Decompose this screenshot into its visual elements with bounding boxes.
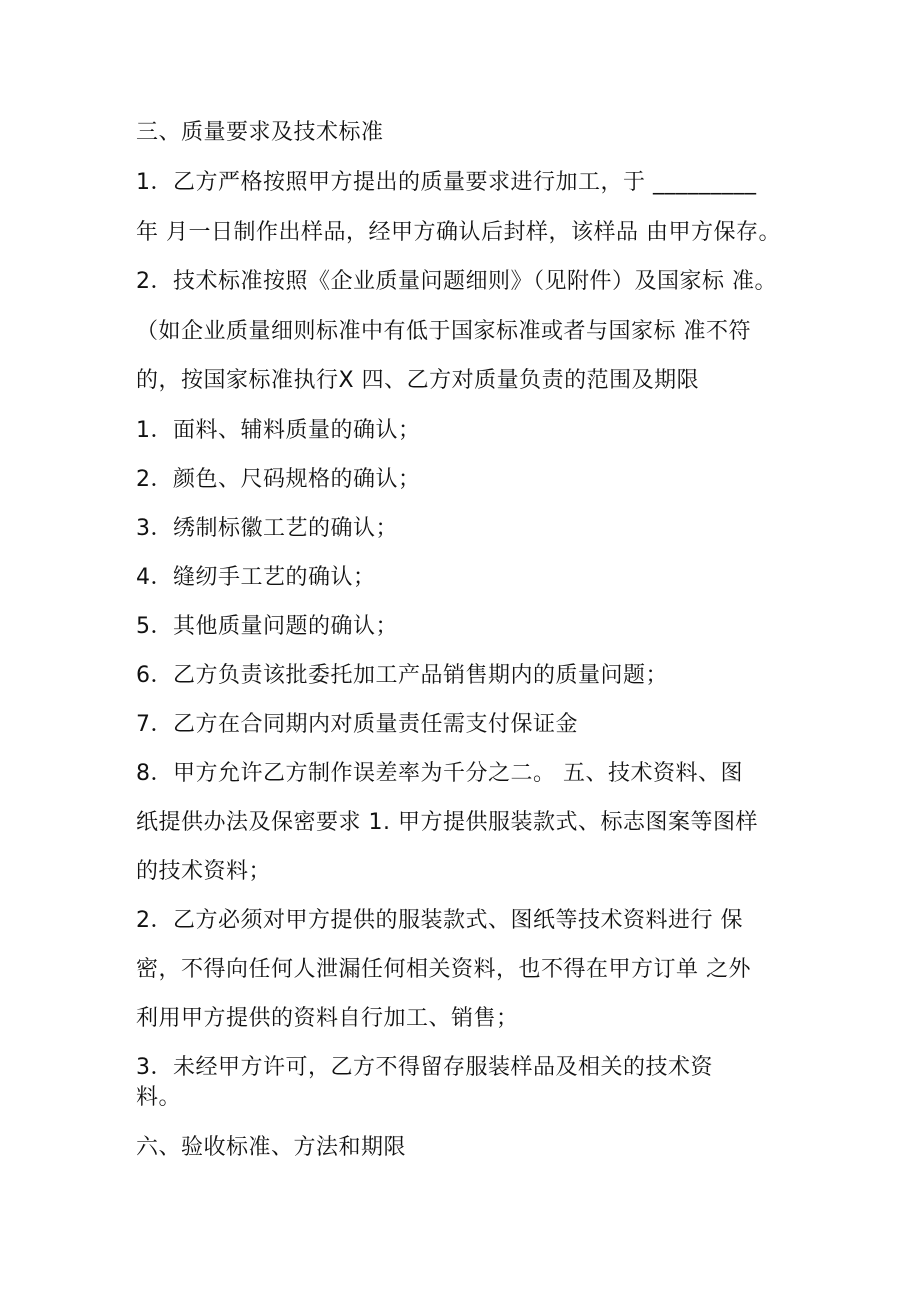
clause-line: 2．颜色、尺码规格的确认； bbox=[136, 467, 421, 492]
clause-line: 7．乙方在合同期内对质量责任需支付保证金 bbox=[136, 712, 578, 737]
clause-line: 3．绣制标徽工艺的确认； bbox=[136, 516, 398, 541]
clause-line: 的，按国家标准执行X 四、乙方对质量负责的范围及期限 bbox=[136, 368, 700, 393]
clause-line: （如企业质量细则标准中有低于国家标准或者与国家标 准不符 bbox=[136, 319, 751, 344]
clause-line: 4．缝纫手工艺的确认； bbox=[136, 565, 376, 590]
clause-line: 年 月一日制作出样品，经甲方确认后封样，该样品 由甲方保存。 bbox=[136, 220, 781, 245]
clause-line: 纸提供办法及保密要求 1. 甲方提供服装款式、标志图案等图样 bbox=[136, 810, 758, 835]
clause-line: 5．其他质量问题的确认； bbox=[136, 614, 398, 639]
heading-acceptance-standards: 六、验收标准、方法和期限 bbox=[136, 1135, 407, 1160]
clause-line: 利用甲方提供的资料自行加工、销售； bbox=[136, 1006, 519, 1031]
clause-line: 密，不得向任何人泄漏任何相关资料，也不得在甲方订单 之外 bbox=[136, 957, 751, 982]
clause-line: 1．面料、辅料质量的确认； bbox=[136, 418, 421, 443]
clause-line: 6．乙方负责该批委托加工产品销售期内的质量问题； bbox=[136, 663, 668, 688]
clause-line: 料。 bbox=[136, 1085, 182, 1110]
clause-line: 3．未经甲方许可，乙方不得留存服装样品及相关的技术资 bbox=[136, 1055, 713, 1080]
clause-line: 的技术资料； bbox=[136, 859, 272, 884]
clause-line: 8．甲方允许乙方制作误差率为千分之二。 五、技术资料、图 bbox=[136, 761, 743, 786]
clause-line: 1．乙方严格按照甲方提出的质量要求进行加工，于 _________ bbox=[136, 170, 757, 195]
heading-quality-requirements: 三、质量要求及技术标准 bbox=[136, 120, 384, 145]
clause-line: 2．乙方必须对甲方提供的服装款式、图纸等技术资料进行 保 bbox=[136, 908, 743, 933]
clause-line: 2．技术标准按照《企业质量问题细则》（见附件）及国家标 准。 bbox=[136, 269, 777, 294]
